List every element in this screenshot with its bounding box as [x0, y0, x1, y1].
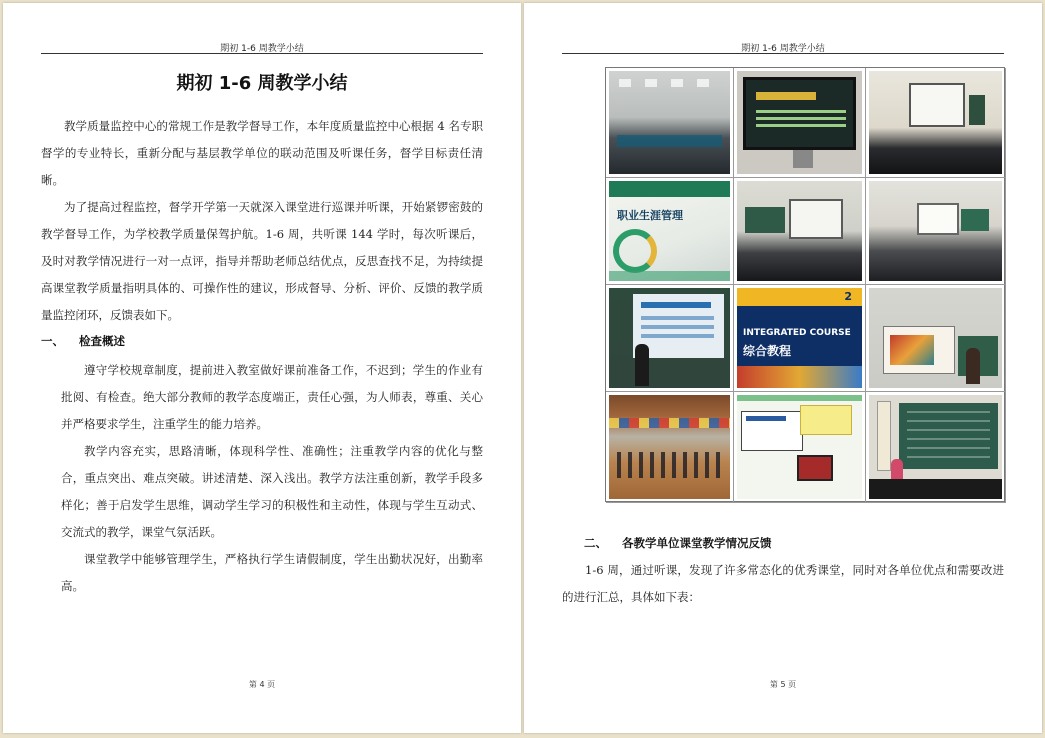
classroom-lecture-photo	[737, 181, 862, 281]
section-1-text	[61, 357, 483, 600]
photo-cell	[606, 285, 734, 392]
photo-cell	[734, 178, 866, 285]
section-1-title: 检查概述	[79, 334, 125, 348]
section-1-paragraph-2: 教学内容充实，思路清晰，体现科学性、准确性；注重教学内容的优化与整合，重点突出、难点突破。讲述清楚、深入浅出。教学方法注重创新，教学手段多样化；善于启发学生思维，调动学生学习的积极性和主动性，体现与学生互动式、交流式的教学，课堂气氛活跃。	[61, 444, 483, 539]
photo-cell	[734, 285, 866, 392]
photo-cell	[866, 392, 1006, 503]
header-rule	[41, 53, 483, 54]
photo-grid	[605, 67, 1005, 502]
monitor-screen-photo	[737, 71, 862, 174]
section-2-heading	[584, 535, 772, 551]
photo-cell	[734, 68, 866, 178]
intro-paragraph-1: 教学质量监控中心的常规工作是教学督导工作，本年度质量监控中心根据 4 名专职督学的专业特长，重新分配与基层教学单位的联动范围及听课任务，督学目标责任清晰。	[41, 119, 483, 187]
photo-cell	[866, 68, 1006, 178]
intro-text	[41, 113, 483, 329]
book-cover-english-title: INTEGRATED COURSE	[743, 328, 851, 338]
section-2-number: 二、	[584, 536, 607, 550]
page-number: 第 5 页	[769, 680, 797, 689]
document-page-4	[3, 3, 521, 733]
photo-cell	[606, 392, 734, 503]
teacher-presenting-photo	[609, 288, 730, 388]
section-2-text	[562, 557, 1004, 611]
photo-cell	[734, 392, 866, 503]
classroom-projector-photo	[869, 71, 1002, 174]
book-volume-number: 2	[844, 290, 852, 303]
document-title: 期初 1-6 周教学小结	[176, 73, 348, 94]
career-management-book-photo	[609, 181, 730, 281]
photo-cell	[866, 178, 1006, 285]
english-coursebook-photo	[737, 288, 862, 388]
section-2-paragraph: 1-6 周，通过听课，发现了许多常态化的优秀课堂，同时对各单位优点和需要改进的进行汇总，具体如下表：	[562, 563, 1004, 604]
presentation-slide-photo	[737, 395, 862, 499]
computer-lab-photo	[609, 71, 730, 174]
classroom-students-photo	[869, 181, 1002, 281]
section-1-number: 一、	[41, 334, 64, 348]
intro-paragraph-2: 为了提高过程监控，督学开学第一天就深入课堂进行巡课并听课，开始紧锣密鼓的教学督导工作，为学校教学质量保驾护航。1-6 周，共听课 144 学时，每次听课后，及时对教学情况进行一对一点评，指导并帮助老师总结优点，反思查找不足，为持续提高课堂教学质量指明具体的、可操作性的建议，形成督导、分析、评价、反馈的教学质量监控闭环，反馈表如下。	[41, 200, 483, 322]
section-1-paragraph-3: 课堂教学中能够管理学生，严格执行学生请假制度，学生出勤状况好，出勤率高。	[61, 552, 483, 593]
document-page-5	[524, 3, 1042, 733]
book-cover-title: 职业生涯管理	[617, 209, 683, 222]
section-1-heading	[41, 333, 125, 349]
section-2-title: 各教学单位课堂教学情况反馈	[622, 536, 772, 550]
page-number: 第 4 页	[248, 680, 276, 689]
section-1-paragraph-1: 遵守学校规章制度，提前进入教室做好课前准备工作，不迟到；学生的作业有批阅、有检查。绝大部分教师的教学态度端正，责任心强，为人师表，尊重、关心并严格要求学生，注重学生的能力培养。	[61, 363, 483, 431]
projected-slide-photo	[869, 288, 1002, 388]
photo-cell	[606, 68, 734, 178]
running-header: 期初 1-6 周教学小结	[220, 44, 304, 54]
header-rule	[562, 53, 1004, 54]
photo-cell	[606, 178, 734, 285]
photo-cell	[866, 285, 1006, 392]
book-cover-chinese-title: 综合教程	[743, 344, 792, 358]
running-header: 期初 1-6 周教学小结	[741, 44, 825, 54]
gymnasium-photo	[609, 395, 730, 499]
blackboard-classroom-photo	[869, 395, 1002, 499]
